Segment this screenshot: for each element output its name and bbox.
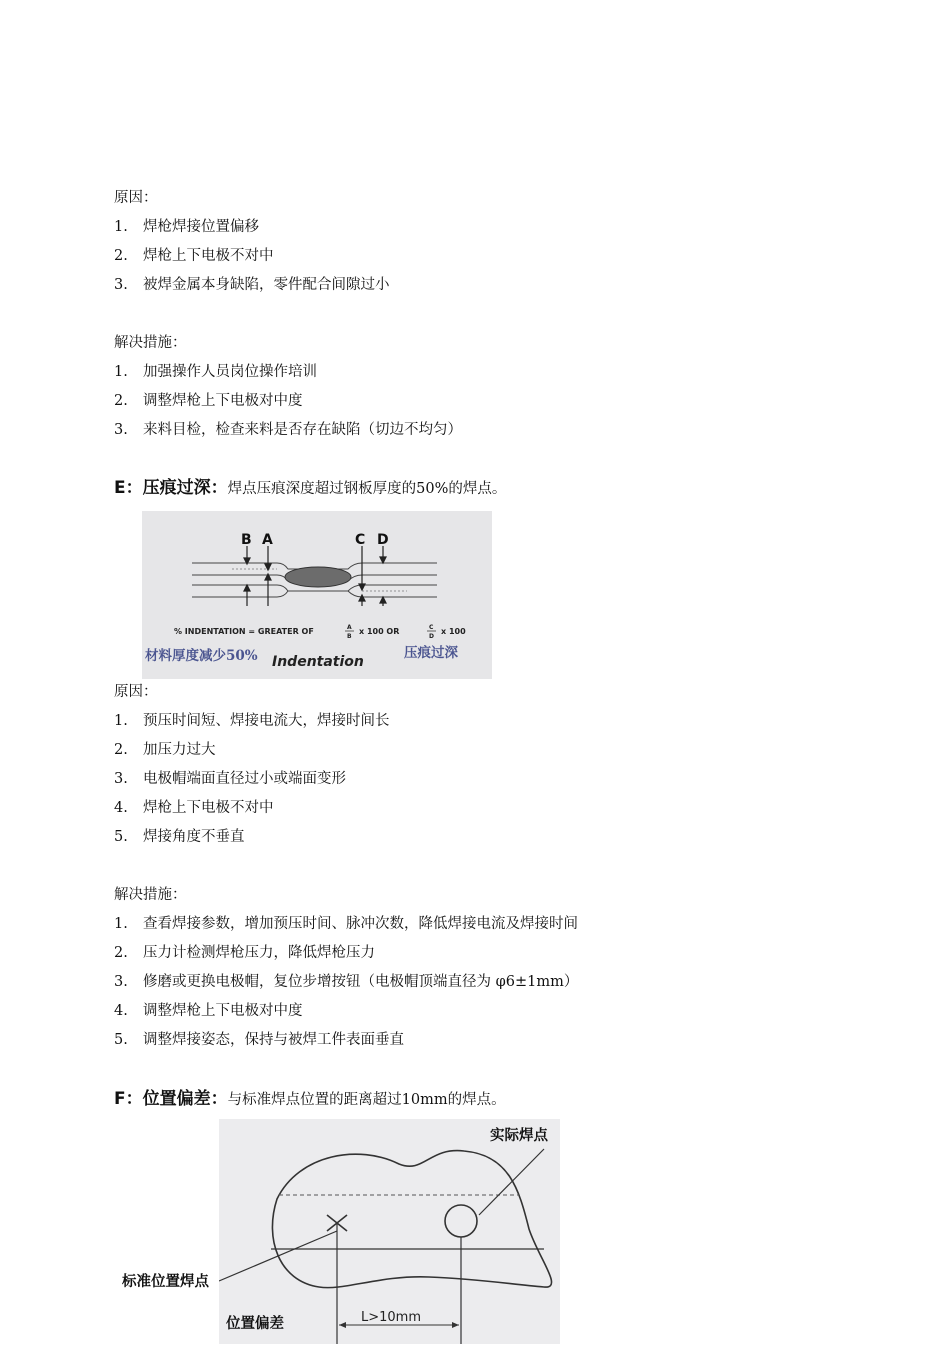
- indentation-note: 压痕过深: [404, 645, 458, 661]
- weld-nugget: [285, 567, 351, 587]
- item-number: 2.: [114, 248, 128, 264]
- frac1-den: B: [347, 633, 352, 640]
- list-item: [114, 246, 274, 266]
- standard-weld-label: 标准位置焊点: [122, 1274, 209, 1290]
- formula-suffix: x 100: [441, 627, 466, 636]
- item-text: 修磨或更换电极帽，复位步增按钮（电极帽顶端直径为 φ6±1mm）: [143, 974, 579, 990]
- item-number: 1.: [114, 713, 128, 729]
- item-text: 来料目检，检查来料是否存在缺陷（切边不均匀）: [143, 422, 462, 438]
- item-number: 5.: [114, 1032, 128, 1048]
- list-item: [114, 740, 216, 760]
- item-number: 2.: [114, 945, 128, 961]
- actual-weld-label: 实际焊点: [490, 1128, 548, 1144]
- section-f-title: F：位置偏差：: [114, 1089, 228, 1109]
- list-item: [114, 711, 390, 731]
- position-offset-label: 位置偏差: [226, 1316, 284, 1332]
- section-e-heading: [114, 478, 506, 499]
- position-deviation-diagram: [219, 1119, 560, 1344]
- lower-plate-bottom: [192, 591, 437, 597]
- label-c: C: [355, 532, 366, 548]
- frac2-den: D: [429, 633, 434, 640]
- item-text: 调整焊枪上下电极对中度: [143, 393, 303, 409]
- list-item: [114, 827, 245, 847]
- item-text: 电极帽端面直径过小或端面变形: [143, 771, 346, 787]
- list-item: [114, 1030, 404, 1050]
- item-number: 1.: [114, 219, 128, 235]
- causes-label-e: 原因：: [114, 684, 158, 700]
- section-e-description: 焊点压痕深度超过钢板厚度的50%的焊点。: [227, 481, 507, 497]
- list-item: [114, 420, 462, 440]
- figure-caption: Indentation: [272, 654, 364, 670]
- indentation-diagram: [142, 511, 492, 679]
- list-item: [114, 1001, 303, 1021]
- label-a: A: [262, 532, 273, 548]
- item-text: 查看焊接参数，增加预压时间、脉冲次数，降低焊接电流及焊接时间: [143, 916, 578, 932]
- section-f-heading: [114, 1089, 506, 1110]
- item-number: 3.: [114, 974, 128, 990]
- standard-leader-line: [219, 1231, 337, 1281]
- list-item: [114, 914, 578, 934]
- section-e-title: E：压痕过深：: [114, 478, 228, 498]
- item-text: 焊枪上下电极不对中: [143, 248, 274, 264]
- item-text: 被焊金属本身缺陷，零件配合间隙过小: [143, 277, 390, 293]
- item-number: 5.: [114, 829, 128, 845]
- item-text: 调整焊枪上下电极对中度: [143, 1003, 303, 1019]
- item-number: 1.: [114, 916, 128, 932]
- item-text: 焊枪焊接位置偏移: [143, 219, 259, 235]
- list-item: [114, 972, 578, 992]
- thickness-note: 材料厚度减少50%: [145, 648, 258, 664]
- actual-weld-circle: [445, 1205, 477, 1237]
- item-number: 2.: [114, 742, 128, 758]
- list-item: [114, 217, 259, 237]
- frac2-num: C: [429, 624, 434, 631]
- list-item: [114, 798, 274, 818]
- list-item: [114, 391, 303, 411]
- item-number: 4.: [114, 800, 128, 816]
- part-outline: [272, 1151, 551, 1288]
- indentation-figure: [142, 511, 492, 679]
- list-item: [114, 769, 346, 789]
- formula-prefix: % INDENTATION = GREATER OF: [174, 627, 314, 636]
- section-f-description: 与标准焊点位置的距离超过10mm的焊点。: [227, 1092, 506, 1108]
- item-number: 3.: [114, 771, 128, 787]
- item-text: 加强操作人员岗位操作培训: [143, 364, 317, 380]
- measures-label-d: 解决措施：: [114, 335, 187, 351]
- formula-mid: x 100 OR: [359, 627, 400, 636]
- item-number: 4.: [114, 1003, 128, 1019]
- position-deviation-figure: [219, 1119, 560, 1344]
- list-item: [114, 362, 317, 382]
- item-text: 焊接角度不垂直: [143, 829, 245, 845]
- list-item: [114, 943, 375, 963]
- causes-label-d: 原因：: [114, 190, 158, 206]
- label-d: D: [377, 532, 389, 548]
- item-text: 压力计检测焊枪压力，降低焊枪压力: [143, 945, 375, 961]
- item-number: 3.: [114, 277, 128, 293]
- item-text: 焊枪上下电极不对中: [143, 800, 274, 816]
- actual-leader-line: [479, 1149, 544, 1215]
- item-number: 3.: [114, 422, 128, 438]
- item-text: 调整焊接姿态，保持与被焊工件表面垂直: [143, 1032, 404, 1048]
- item-text: 预压时间短、焊接电流大，焊接时间长: [143, 713, 390, 729]
- frac1-num: A: [347, 624, 352, 631]
- item-number: 1.: [114, 364, 128, 380]
- dimension-label: L>10mm: [361, 1310, 422, 1325]
- label-b: B: [241, 532, 252, 548]
- list-item: [114, 275, 390, 295]
- item-number: 2.: [114, 393, 128, 409]
- measures-label-e: 解决措施：: [114, 887, 187, 903]
- item-text: 加压力过大: [143, 742, 216, 758]
